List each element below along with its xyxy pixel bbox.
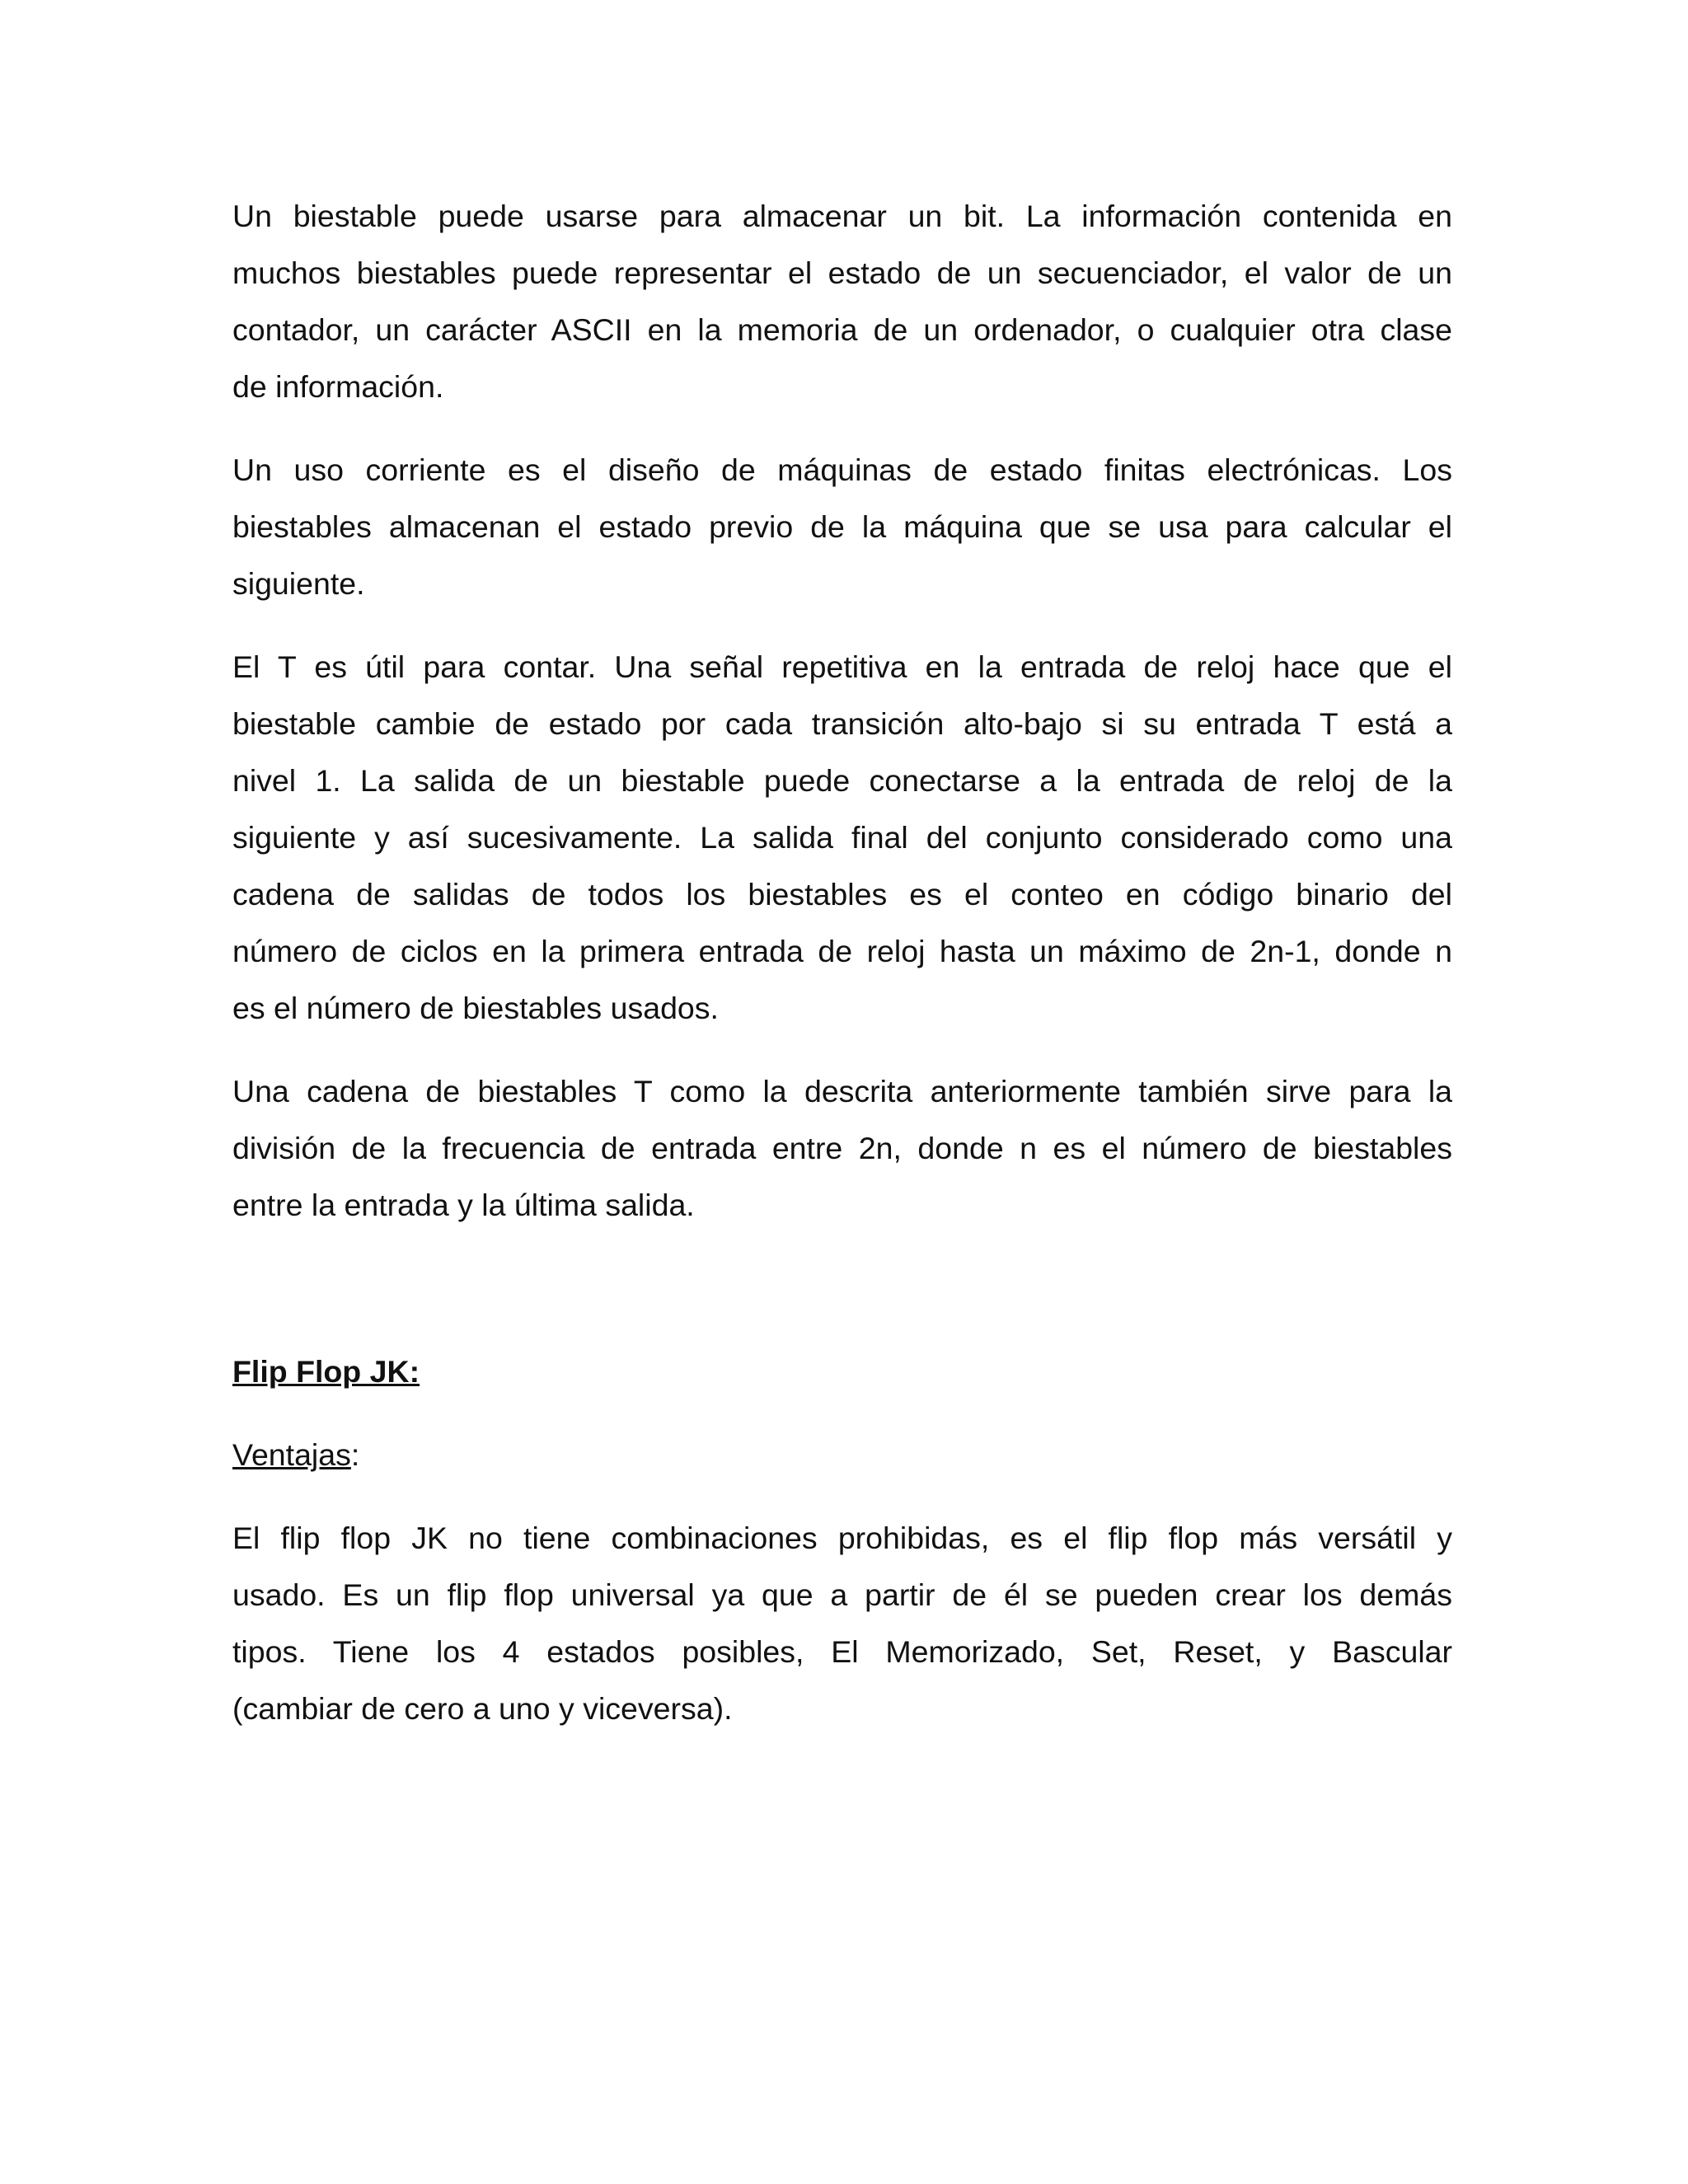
text-line: El flip flop JK no tiene combinaciones prohibidas, es el flip flop más versátil y — [232, 1521, 1452, 1555]
text-line: (cambiar de cero a uno y viceversa). — [232, 1691, 733, 1726]
text-line: siguiente. — [232, 566, 365, 601]
subheading-label: Ventajas — [232, 1437, 351, 1472]
text-line: Un uso corriente es el diseño de máquinas de estado finitas electrónicas. Los — [232, 452, 1452, 487]
paragraph-maquinas-estado — [232, 442, 1452, 612]
text-line: muchos biestables puede representar el estado de un secuenciador, el valor de un — [232, 255, 1452, 290]
text-line: usado. Es un flip flop universal ya que a partir de él se pueden crear los demás — [232, 1577, 1452, 1612]
text-line: biestables almacenan el estado previo de la máquina que se usa para calcular el — [232, 509, 1452, 544]
section-heading: Flip Flop JK: — [232, 1354, 420, 1389]
paragraph-flip-flop-jk — [232, 1510, 1452, 1737]
text-line: siguiente y así sucesivamente. La salida final del conjunto considerado como una — [232, 820, 1452, 855]
text-line: tipos. Tiene los 4 estados posibles, El Memorizado, Set, Reset, y Bascular — [232, 1634, 1452, 1669]
document-body — [232, 188, 1452, 1764]
text-line: cadena de salidas de todos los biestables es el conteo en código binario del — [232, 877, 1452, 912]
subheading-colon: : — [350, 1437, 360, 1472]
text-line: nivel 1. La salida de un biestable puede conectarse a la entrada de reloj de la — [232, 763, 1452, 798]
paragraph-t-contar — [232, 639, 1452, 1037]
paragraph-biestable-bit — [232, 188, 1452, 415]
text-line: Una cadena de biestables T como la descrita anteriormente también sirve para la — [232, 1074, 1452, 1108]
text-line: contador, un carácter ASCII en la memoria de un ordenador, o cualquier otra clase — [232, 312, 1452, 347]
text-line: biestable cambie de estado por cada transición alto-bajo si su entrada T está a — [232, 706, 1452, 741]
text-line: El T es útil para contar. Una señal repetitiva en la entrada de reloj hace que el — [232, 649, 1452, 684]
text-line: es el número de biestables usados. — [232, 991, 719, 1025]
subheading-ventajas — [232, 1427, 1452, 1483]
text-line: entre la entrada y la última salida. — [232, 1188, 695, 1222]
paragraph-division-frecuencia — [232, 1063, 1452, 1234]
text-line: número de ciclos en la primera entrada de reloj hasta un máximo de 2n-1, donde n — [232, 934, 1452, 968]
text-line: división de la frecuencia de entrada entre 2n, donde n es el número de biestables — [232, 1131, 1452, 1165]
text-line: Un biestable puede usarse para almacenar un bit. La información contenida en — [232, 199, 1452, 233]
text-line: de información. — [232, 369, 444, 404]
